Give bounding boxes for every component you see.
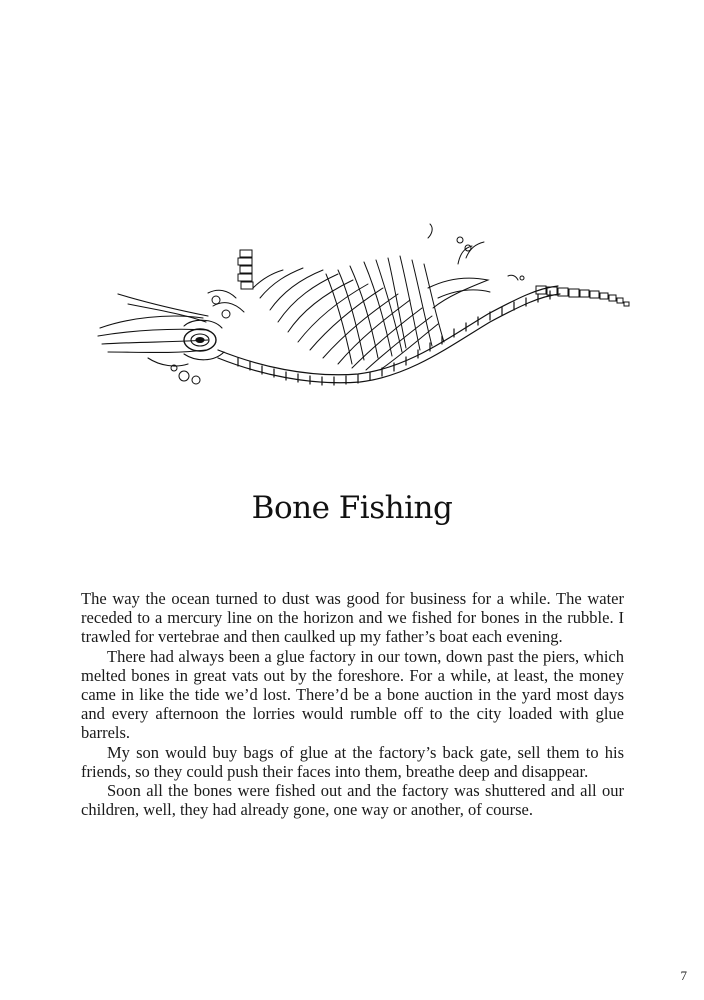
paragraph-3: My son would buy bags of glue at the factory’s back gate, sell them to his friends, so they could push their faces into them, breathe deep and disappear. — [81, 742, 624, 781]
paragraph-2: There had always been a glue factory in our town, down past the piers, which melted bones in great vats out by the foreshore. For a while, at least, the money came in like the tide we’d lost. There’d be a bone auction in the yard most days and every afternoon the lorries would rumble off to the city loaded with glue barrels. — [81, 646, 624, 743]
story-title: Bone Fishing — [251, 490, 453, 526]
paragraph-4: Soon all the bones were fished out and the factory was shuttered and all our children, well, they had already gone, one way or another, of course. — [81, 781, 624, 820]
paragraph-1: The way the ocean turned to dust was good for business for a while. The water receded to a mercury line on the horizon and we fished for bones in the rubble. I trawled for vertebrae and then caulked up my father’s boat each evening. — [81, 589, 624, 647]
fossil-skeleton-illustration — [88, 218, 633, 403]
ribcage — [253, 256, 444, 370]
rear-fin — [428, 224, 490, 308]
skull — [98, 294, 224, 366]
front-fin — [171, 250, 253, 384]
story-body — [81, 589, 624, 819]
page-number: 7 — [680, 968, 687, 983]
